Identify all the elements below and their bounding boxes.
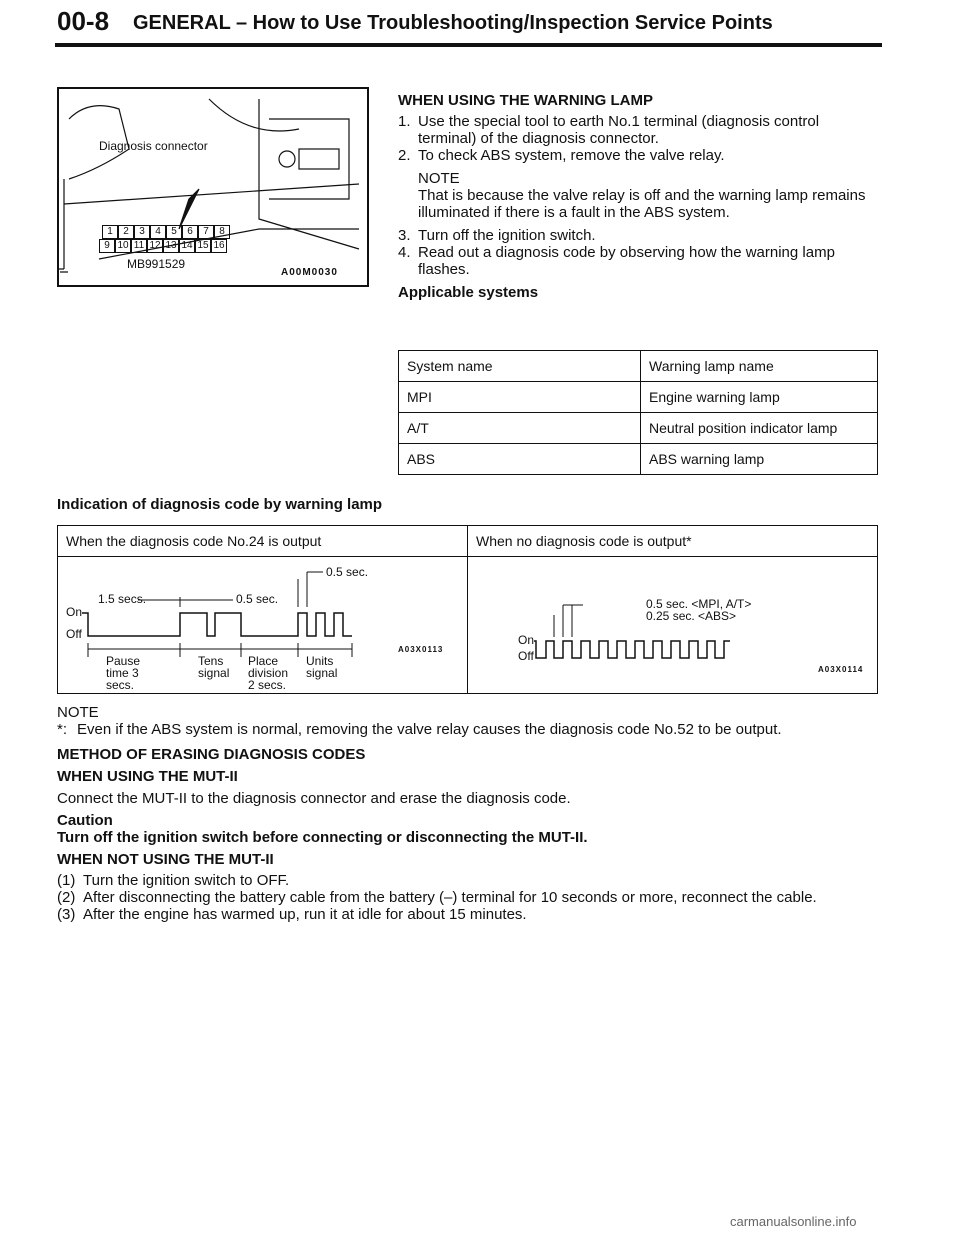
label-0-5-sec: 0.5 sec. — [326, 565, 369, 579]
connector-pin: 1 — [102, 225, 118, 239]
lower-section — [57, 704, 880, 923]
erase-step-1 — [57, 872, 880, 889]
connector-pin: 10 — [115, 239, 131, 253]
cell: A/T — [399, 413, 641, 444]
step-4 — [398, 244, 880, 278]
header-cell: Warning lamp name — [641, 351, 878, 382]
connector-pin: 3 — [134, 225, 150, 239]
connector-pin: 5 — [166, 225, 182, 239]
step-number: 4. — [398, 244, 411, 261]
label-1-5-secs: 1.5 secs. — [98, 592, 147, 606]
step-3 — [398, 227, 880, 244]
step-number: 3. — [398, 227, 411, 244]
footer-watermark: carmanualsonline.info — [730, 1214, 857, 1229]
waveform-table — [57, 525, 878, 694]
connector-pin: 4 — [150, 225, 166, 239]
erase-heading: METHOD OF ERASING DIAGNOSIS CODES — [57, 746, 366, 763]
connector-pin: 8 — [214, 225, 230, 239]
units-label: Units signal — [306, 654, 338, 680]
erase-step-3 — [57, 906, 880, 923]
step-text: After disconnecting the battery cable from the battery (–) terminal for 10 seconds or more, reconnect the cable. — [83, 889, 817, 906]
on-label: On — [66, 605, 83, 619]
section-heading: WHEN USING THE WARNING LAMP — [398, 92, 653, 109]
code24-waveform-cell — [58, 557, 468, 694]
step-2 — [398, 147, 880, 164]
no-mut-heading: WHEN NOT USING THE MUT-II — [57, 851, 274, 868]
step-text: Turn the ignition switch to OFF. — [83, 872, 290, 889]
tens-label: Tens signal — [198, 654, 230, 680]
place-label: Place division 2 secs. — [248, 654, 289, 692]
no-code-waveform-cell — [468, 557, 878, 694]
header-cell: When no diagnosis code is output* — [468, 526, 878, 557]
cell: Neutral position indicator lamp — [641, 413, 878, 444]
step-text: Turn off the ignition switch. — [418, 227, 596, 244]
connector-pins — [99, 225, 230, 253]
mut-heading: WHEN USING THE MUT-II — [57, 768, 238, 785]
step-text: After the engine has warmed up, run it at idle for about 15 minutes. — [83, 906, 527, 923]
page-number: 00-8 — [57, 6, 110, 36]
step-text: To check ABS system, remove the valve relay. — [418, 147, 725, 164]
table-row — [399, 444, 878, 475]
connector-pin: 13 — [163, 239, 179, 253]
erase-step-2 — [57, 889, 880, 906]
note-text: Even if the ABS system is normal, removing the valve relay causes the diagnosis code No.52 to be output. — [77, 721, 782, 738]
step-number: (3) — [57, 906, 76, 923]
note-label: NOTE — [57, 704, 99, 721]
cell: ABS — [399, 444, 641, 475]
connector-pin: 12 — [147, 239, 163, 253]
connector-pin: 9 — [99, 239, 115, 253]
page-title: GENERAL – How to Use Troubleshooting/Inspection Service Points — [133, 12, 773, 34]
off-label: Off — [518, 649, 534, 663]
header-rule — [55, 43, 882, 47]
table-row — [399, 413, 878, 444]
off-label: Off — [66, 627, 82, 641]
table-row — [399, 382, 878, 413]
step-number: 2. — [398, 147, 411, 164]
asterisk-mark: *: — [57, 721, 68, 738]
tool-label: MB991529 — [127, 257, 186, 271]
diagnosis-connector-figure — [57, 87, 369, 287]
cell: ABS warning lamp — [641, 444, 878, 475]
on-label: On — [518, 633, 535, 647]
figure-code: A03X0113 — [398, 645, 444, 654]
table-header-row — [399, 351, 878, 382]
pause-label: Pause time 3 secs. — [106, 654, 141, 692]
step-1 — [398, 113, 880, 147]
connector-pin: 6 — [182, 225, 198, 239]
step-text: Use the special tool to earth No.1 terminal (diagnosis control terminal) of the diagnosis connector. — [418, 113, 820, 147]
connector-pin: 2 — [118, 225, 134, 239]
systems-table — [398, 350, 878, 475]
applicable-heading: Applicable systems — [398, 284, 539, 301]
label-0-5-sec: 0.5 sec. — [236, 592, 279, 606]
connector-pin: 7 — [198, 225, 214, 239]
header-cell: System name — [399, 351, 641, 382]
note-text: That is because the valve relay is off and the warning lamp remains illuminated if there is a fault in the ABS system. — [418, 187, 866, 221]
connector-label: Diagnosis connector — [99, 139, 208, 153]
connector-pin: 15 — [195, 239, 211, 253]
note-item — [57, 721, 880, 738]
header-cell: When the diagnosis code No.24 is output — [58, 526, 468, 557]
step-text: Read out a diagnosis code by observing how the warning lamp flashes. — [418, 244, 835, 278]
note-label: NOTE — [418, 170, 460, 187]
figure-code: A03X0114 — [818, 665, 864, 674]
step-number: 1. — [398, 113, 411, 130]
indication-heading: Indication of diagnosis code by warning lamp — [57, 496, 383, 513]
warning-lamp-section — [398, 92, 880, 301]
step-number: (1) — [57, 872, 76, 889]
connector-pin: 16 — [211, 239, 227, 253]
cell: Engine warning lamp — [641, 382, 878, 413]
label-0-5-sec-mpi-at: 0.5 sec. <MPI, A/T> — [646, 597, 752, 611]
step-number: (2) — [57, 889, 76, 906]
cell: MPI — [399, 382, 641, 413]
caution-label: Caution — [57, 812, 113, 829]
mut-text: Connect the MUT-II to the diagnosis connector and erase the diagnosis code. — [57, 790, 571, 807]
caution-text: Turn off the ignition switch before connecting or disconnecting the MUT-II. — [57, 829, 588, 846]
figure-code: A00M0030 — [281, 267, 338, 278]
dashboard-illustration — [59, 89, 367, 285]
label-0-25-sec-abs: 0.25 sec. <ABS> — [646, 609, 737, 623]
connector-pin: 14 — [179, 239, 195, 253]
connector-pin: 11 — [131, 239, 147, 253]
